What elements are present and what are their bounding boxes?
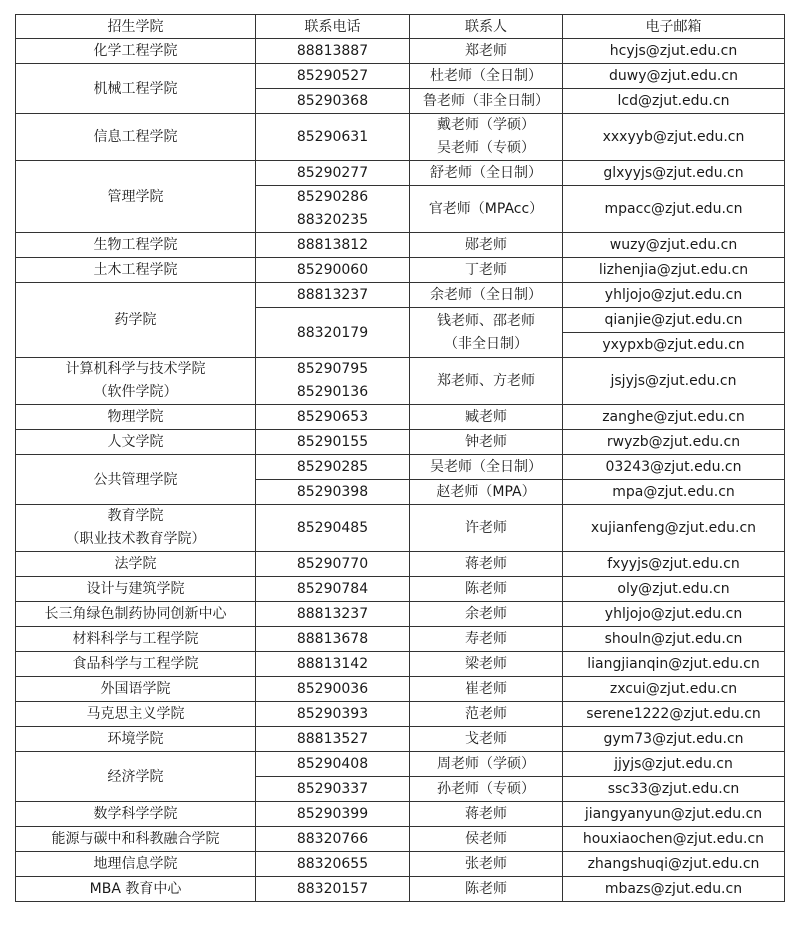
contact-cell: 钟老师 [410, 430, 563, 455]
contact-cell: 张老师 [410, 852, 563, 877]
email-cell: duwy@zjut.edu.cn [563, 64, 785, 89]
email-cell: xujianfeng@zjut.edu.cn [563, 505, 785, 552]
email-cell: jiangyanyun@zjut.edu.cn [563, 802, 785, 827]
header-row [16, 15, 785, 39]
email-cell: liangjianqin@zjut.edu.cn [563, 652, 785, 677]
email-cell: 03243@zjut.edu.cn [563, 455, 785, 480]
email-cell: oly@zjut.edu.cn [563, 577, 785, 602]
email-cell: xxxyyb@zjut.edu.cn [563, 114, 785, 161]
table-row [16, 877, 785, 902]
email-cell: gym73@zjut.edu.cn [563, 727, 785, 752]
contact-line: （非全日制） [444, 335, 528, 352]
college-cell: 土木工程学院 [16, 258, 256, 283]
contact-cell: 蒋老师 [410, 802, 563, 827]
college-cell: 长三角绿色制药协同创新中心 [16, 602, 256, 627]
phone-cell: 88813812 [256, 233, 410, 258]
contact-cell [410, 308, 563, 358]
phone-cell [256, 358, 410, 405]
email-cell: hcyjs@zjut.edu.cn [563, 39, 785, 64]
table-row [16, 627, 785, 652]
college-line: 教育学院 [107, 508, 164, 524]
college-line: （软件学院） [93, 384, 178, 400]
college-cell: 食品科学与工程学院 [16, 652, 256, 677]
phone-cell: 85290653 [256, 405, 410, 430]
contact-cell: 吴老师（全日制） [410, 455, 563, 480]
phone-cell: 88320766 [256, 827, 410, 852]
phone-line: 85290136 [296, 384, 369, 400]
college-cell: 化学工程学院 [16, 39, 256, 64]
phone-line: 85290795 [296, 361, 369, 377]
table-row [16, 827, 785, 852]
table-row [16, 752, 785, 777]
phone-cell: 88813142 [256, 652, 410, 677]
email-cell: wuzy@zjut.edu.cn [563, 233, 785, 258]
phone-cell: 85290398 [256, 480, 410, 505]
phone-cell: 88813678 [256, 627, 410, 652]
table-row [16, 405, 785, 430]
college-cell: 经济学院 [16, 752, 256, 802]
email-cell: zanghe@zjut.edu.cn [563, 405, 785, 430]
contact-cell: 鲁老师（非全日制） [410, 89, 563, 114]
college-cell: 管理学院 [16, 161, 256, 233]
phone-cell: 85290631 [256, 114, 410, 161]
table-row [16, 852, 785, 877]
table-row [16, 505, 785, 552]
phone-cell: 88813237 [256, 283, 410, 308]
contact-cell: 许老师 [410, 505, 563, 552]
college-cell: 法学院 [16, 552, 256, 577]
contact-cell: 寿老师 [410, 627, 563, 652]
email-cell: ssc33@zjut.edu.cn [563, 777, 785, 802]
college-cell: 人文学院 [16, 430, 256, 455]
header-phone: 联系电话 [256, 15, 410, 39]
header-contact: 联系人 [410, 15, 563, 39]
contact-cell: 赵老师（MPA） [410, 480, 563, 505]
contact-cell: 陈老师 [410, 877, 563, 902]
contact-cell [410, 114, 563, 161]
contact-cell: 余老师 [410, 602, 563, 627]
email-cell: zxcui@zjut.edu.cn [563, 677, 785, 702]
contact-cell: 孙老师（专硕） [410, 777, 563, 802]
phone-cell: 88320655 [256, 852, 410, 877]
contact-line: 吴老师（专硕） [437, 140, 535, 156]
table-row [16, 727, 785, 752]
contact-cell: 丁老师 [410, 258, 563, 283]
phone-cell: 85290060 [256, 258, 410, 283]
phone-cell: 85290337 [256, 777, 410, 802]
email-cell: mpacc@zjut.edu.cn [563, 186, 785, 233]
email-cell: lizhenjia@zjut.edu.cn [563, 258, 785, 283]
phone-cell [256, 186, 410, 233]
table-row [16, 577, 785, 602]
table-row [16, 283, 785, 308]
contact-cell: 官老师（MPAcc） [410, 186, 563, 233]
contact-cell: 郑老师、方老师 [410, 358, 563, 405]
college-line: 计算机科学与技术学院 [65, 361, 206, 377]
email-cell: rwyzb@zjut.edu.cn [563, 430, 785, 455]
table-row [16, 358, 785, 405]
email-cell: jsjyjs@zjut.edu.cn [563, 358, 785, 405]
college-cell: 环境学院 [16, 727, 256, 752]
table-row [16, 233, 785, 258]
college-cell: 物理学院 [16, 405, 256, 430]
college-cell: 药学院 [16, 283, 256, 358]
phone-cell: 88813887 [256, 39, 410, 64]
email-cell: jjyjs@zjut.edu.cn [563, 752, 785, 777]
college-cell [16, 358, 256, 405]
contact-cell: 郧老师 [410, 233, 563, 258]
phone-cell: 88813237 [256, 602, 410, 627]
table-row [16, 39, 785, 64]
table-row [16, 602, 785, 627]
email-cell: yxypxb@zjut.edu.cn [563, 333, 785, 358]
phone-cell: 88320157 [256, 877, 410, 902]
table-row [16, 64, 785, 89]
phone-cell: 85290368 [256, 89, 410, 114]
phone-cell: 85290155 [256, 430, 410, 455]
contact-cell: 余老师（全日制） [410, 283, 563, 308]
email-cell: yhljojo@zjut.edu.cn [563, 602, 785, 627]
college-cell: 生物工程学院 [16, 233, 256, 258]
table-row [16, 455, 785, 480]
header-college: 招生学院 [16, 15, 256, 39]
table-row [16, 161, 785, 186]
phone-line: 88320235 [296, 212, 369, 228]
contact-cell: 陈老师 [410, 577, 563, 602]
email-cell: zhangshuqi@zjut.edu.cn [563, 852, 785, 877]
contact-cell: 范老师 [410, 702, 563, 727]
table-row [16, 702, 785, 727]
email-cell: houxiaochen@zjut.edu.cn [563, 827, 785, 852]
email-cell: qianjie@zjut.edu.cn [563, 308, 785, 333]
email-cell: fxyyjs@zjut.edu.cn [563, 552, 785, 577]
phone-cell: 85290393 [256, 702, 410, 727]
table-row [16, 652, 785, 677]
table-row [16, 802, 785, 827]
phone-cell: 85290285 [256, 455, 410, 480]
table-row [16, 258, 785, 283]
college-cell: 设计与建筑学院 [16, 577, 256, 602]
contact-cell: 梁老师 [410, 652, 563, 677]
email-cell: yhljojo@zjut.edu.cn [563, 283, 785, 308]
college-cell: 能源与碳中和科教融合学院 [16, 827, 256, 852]
table-row [16, 552, 785, 577]
college-cell: 数学科学学院 [16, 802, 256, 827]
phone-cell: 85290784 [256, 577, 410, 602]
contact-cell: 侯老师 [410, 827, 563, 852]
phone-cell: 88813527 [256, 727, 410, 752]
contact-cell: 蒋老师 [410, 552, 563, 577]
contact-cell: 舒老师（全日制） [410, 161, 563, 186]
college-cell: 材料科学与工程学院 [16, 627, 256, 652]
contact-cell: 郑老师 [410, 39, 563, 64]
email-cell: shouln@zjut.edu.cn [563, 627, 785, 652]
email-cell: mpa@zjut.edu.cn [563, 480, 785, 505]
phone-cell: 85290408 [256, 752, 410, 777]
phone-cell: 85290036 [256, 677, 410, 702]
email-cell: lcd@zjut.edu.cn [563, 89, 785, 114]
email-cell: mbazs@zjut.edu.cn [563, 877, 785, 902]
college-cell: MBA 教育中心 [16, 877, 256, 902]
contact-table [15, 14, 785, 902]
contact-cell: 周老师（学硕） [410, 752, 563, 777]
college-cell [16, 505, 256, 552]
contact-cell: 杜老师（全日制） [410, 64, 563, 89]
college-cell: 公共管理学院 [16, 455, 256, 505]
phone-cell: 85290770 [256, 552, 410, 577]
phone-cell: 85290399 [256, 802, 410, 827]
phone-cell: 88320179 [256, 308, 410, 358]
phone-cell: 85290485 [256, 505, 410, 552]
contact-cell: 戈老师 [410, 727, 563, 752]
phone-cell: 85290527 [256, 64, 410, 89]
college-line: （职业技术教育学院） [65, 531, 206, 547]
contact-cell: 崔老师 [410, 677, 563, 702]
college-cell: 马克思主义学院 [16, 702, 256, 727]
college-cell: 外国语学院 [16, 677, 256, 702]
phone-cell: 85290277 [256, 161, 410, 186]
table-row [16, 677, 785, 702]
table-row [16, 430, 785, 455]
college-cell: 地理信息学院 [16, 852, 256, 877]
header-email: 电子邮箱 [563, 15, 785, 39]
phone-line: 85290286 [296, 189, 369, 205]
contact-line: 钱老师、邵老师 [437, 312, 535, 329]
email-cell: glxyyjs@zjut.edu.cn [563, 161, 785, 186]
contact-line: 戴老师（学硕） [437, 117, 535, 133]
contact-cell: 臧老师 [410, 405, 563, 430]
college-cell: 机械工程学院 [16, 64, 256, 114]
table-row [16, 114, 785, 161]
college-cell: 信息工程学院 [16, 114, 256, 161]
email-cell: serene1222@zjut.edu.cn [563, 702, 785, 727]
